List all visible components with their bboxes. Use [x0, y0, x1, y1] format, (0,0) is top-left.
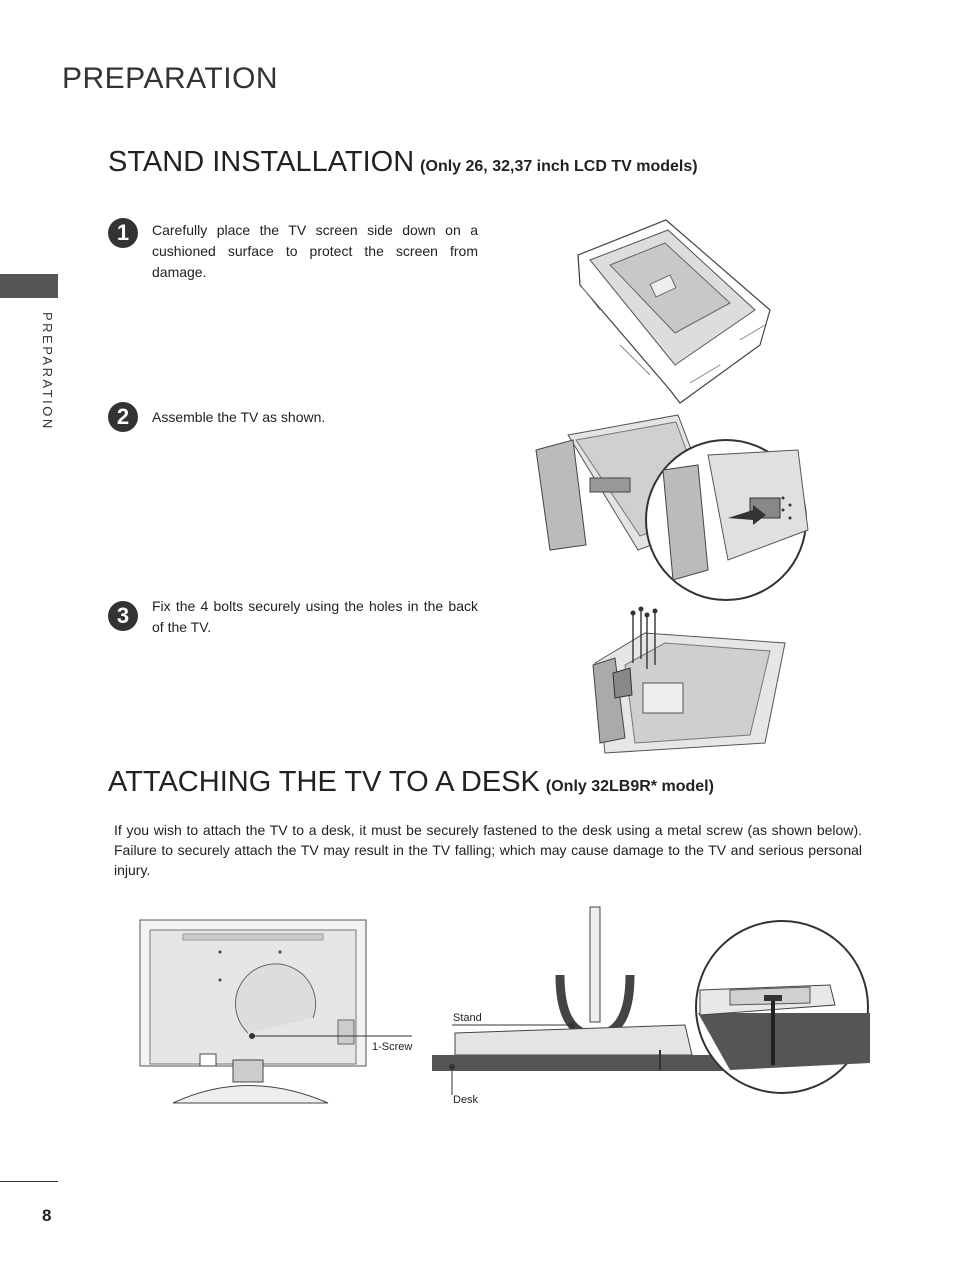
step-1-text: Carefully place the TV screen side down on a cushioned surface to protect the screen from damage. — [152, 222, 478, 280]
page-title: PREPARATION — [62, 62, 279, 95]
stand-label: Stand — [453, 1012, 482, 1024]
stand-installation-title: STAND INSTALLATION — [108, 146, 415, 178]
screw-label: 1-Screw — [372, 1041, 413, 1053]
step-2-text: Assemble the TV as shown. — [152, 409, 326, 425]
footer-divider — [0, 1181, 58, 1182]
stand-installation-heading — [108, 146, 698, 179]
assemble-stand-illustration — [528, 410, 818, 605]
tv-on-cushion-illustration — [570, 215, 780, 405]
tv-rear-view-illustration — [138, 918, 418, 1108]
fix-bolts-illustration — [585, 603, 795, 758]
desk-label: Desk — [453, 1094, 479, 1106]
side-tab-marker — [0, 274, 58, 298]
step-2-number: 2 — [108, 402, 138, 432]
stand-installation-subtitle: (Only 26, 32,37 inch LCD TV models) — [420, 158, 698, 175]
step-3-text: Fix the 4 bolts securely using the holes in the back of the TV. — [152, 598, 478, 635]
step-1-number: 1 — [108, 218, 138, 248]
attaching-heading — [108, 766, 714, 799]
page-number: 8 — [42, 1206, 52, 1225]
attaching-title: ATTACHING THE TV TO A DESK — [108, 766, 540, 798]
step-3-number: 3 — [108, 601, 138, 631]
side-section-label: PREPARATION — [40, 312, 55, 431]
desk-attachment-side-view — [430, 905, 875, 1110]
attaching-subtitle: (Only 32LB9R* model) — [545, 778, 714, 795]
attaching-paragraph: If you wish to attach the TV to a desk, it must be securely fastened to the desk using a metal screw (as shown below). Failure to securely attach the TV may result in the TV falling; which may cause damage to the TV and serious personal injury. — [114, 822, 862, 878]
